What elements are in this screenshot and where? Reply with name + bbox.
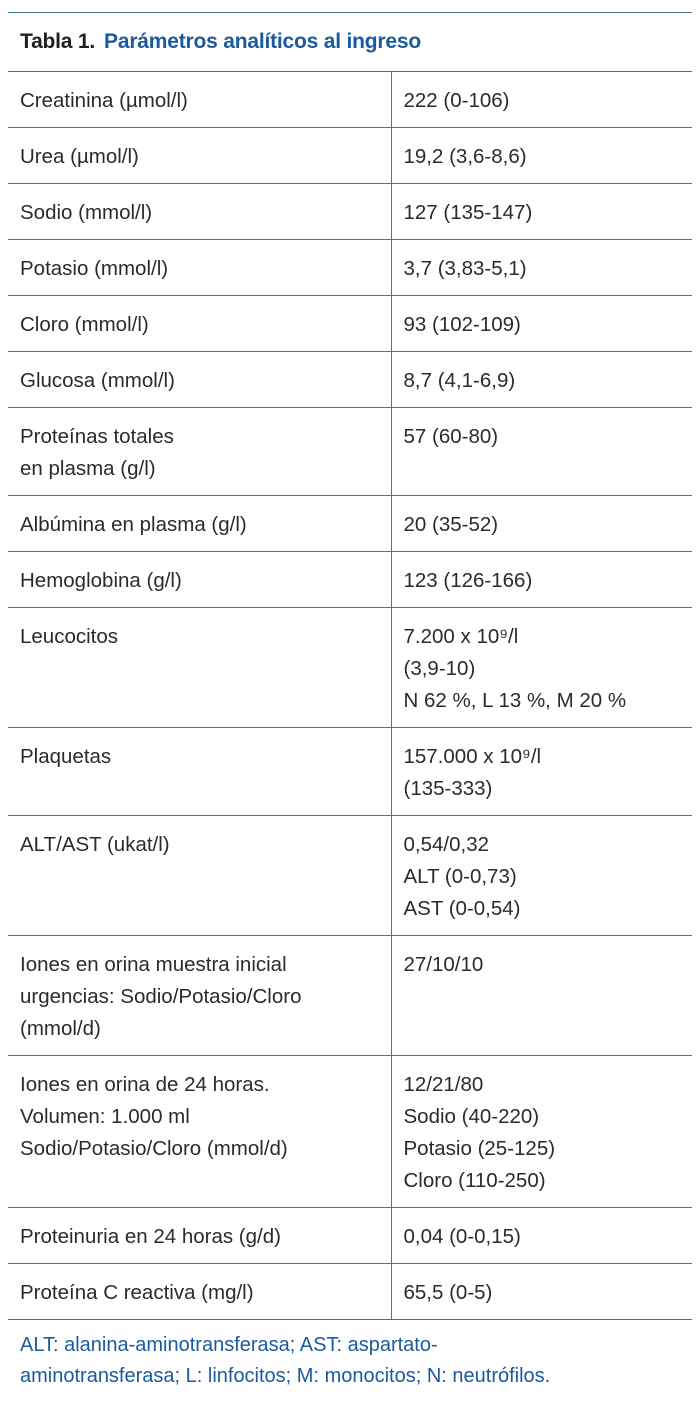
parameter-text: Potasio (mmol/l) bbox=[20, 257, 169, 280]
parameter-text: Glucosa (mmol/l) bbox=[20, 369, 175, 392]
value-text: 65,5 (0-5) bbox=[403, 1281, 493, 1304]
caption-title: Parámetros analíticos al ingreso bbox=[104, 30, 421, 53]
footnote-line: ALT: alanina-aminotransferasa; AST: aspartato- bbox=[20, 1334, 438, 1356]
table-footnote bbox=[8, 1320, 692, 1392]
value-text: 7.200 x 10⁹/l bbox=[403, 625, 519, 648]
value-text: 123 (126-166) bbox=[403, 569, 533, 592]
parameter-cell bbox=[8, 1264, 391, 1320]
parameter-cell bbox=[8, 936, 391, 1056]
parameter-text: Iones en orina muestra inicial bbox=[20, 953, 287, 976]
value-cell bbox=[391, 816, 692, 936]
parameter-text: Cloro (mmol/l) bbox=[20, 313, 149, 336]
parameter-text: Proteína C reactiva (mg/l) bbox=[20, 1281, 254, 1304]
value-text: 8,7 (4,1-6,9) bbox=[403, 369, 516, 392]
parameter-cell bbox=[8, 552, 391, 608]
parameter-text: Plaquetas bbox=[20, 745, 112, 768]
parameter-text: Leucocitos bbox=[20, 625, 119, 648]
table-row bbox=[8, 1208, 692, 1264]
value-text: Cloro (110-250) bbox=[403, 1169, 546, 1192]
value-cell bbox=[391, 552, 692, 608]
parameter-text: urgencias: Sodio/Potasio/Cloro bbox=[20, 985, 302, 1008]
footnote-line: aminotransferasa; L: linfocitos; M: monocitos; N: neutrófilos. bbox=[20, 1365, 551, 1387]
value-text: 93 (102-109) bbox=[403, 313, 521, 336]
parameter-text: (mmol/d) bbox=[20, 1017, 101, 1040]
value-cell bbox=[391, 608, 692, 728]
value-text: 3,7 (3,83-5,1) bbox=[403, 257, 527, 280]
table-row bbox=[8, 296, 692, 352]
value-cell bbox=[391, 728, 692, 816]
parameter-text: Iones en orina de 24 horas. bbox=[20, 1073, 270, 1096]
value-text: Sodio (40-220) bbox=[403, 1105, 540, 1128]
parameter-text: Sodio/Potasio/Cloro (mmol/d) bbox=[20, 1137, 288, 1160]
table-row bbox=[8, 352, 692, 408]
value-text: 0,04 (0-0,15) bbox=[403, 1225, 521, 1248]
parameters-table bbox=[8, 72, 692, 1320]
parameter-cell bbox=[8, 296, 391, 352]
parameter-cell bbox=[8, 184, 391, 240]
parameter-cell bbox=[8, 128, 391, 184]
value-cell bbox=[391, 296, 692, 352]
value-text: 0,54/0,32 bbox=[403, 833, 489, 856]
value-cell bbox=[391, 72, 692, 128]
table-row bbox=[8, 72, 692, 128]
parameter-cell bbox=[8, 408, 391, 496]
value-text: 127 (135-147) bbox=[403, 201, 533, 224]
value-cell bbox=[391, 1264, 692, 1320]
value-cell bbox=[391, 408, 692, 496]
table-row bbox=[8, 816, 692, 936]
value-cell bbox=[391, 936, 692, 1056]
table-row bbox=[8, 608, 692, 728]
table-figure bbox=[8, 12, 692, 1392]
parameter-cell bbox=[8, 352, 391, 408]
parameter-text: Hemoglobina (g/l) bbox=[20, 569, 182, 592]
parameter-cell bbox=[8, 1208, 391, 1264]
parameter-text: Sodio (mmol/l) bbox=[20, 201, 153, 224]
table-row bbox=[8, 128, 692, 184]
caption-label: Tabla 1. bbox=[20, 30, 96, 53]
value-cell bbox=[391, 496, 692, 552]
value-cell bbox=[391, 1056, 692, 1208]
parameter-text: Urea (µmol/l) bbox=[20, 145, 139, 168]
value-cell bbox=[391, 184, 692, 240]
table-row bbox=[8, 1056, 692, 1208]
table-body bbox=[8, 72, 692, 1320]
value-cell bbox=[391, 128, 692, 184]
table-row bbox=[8, 496, 692, 552]
table-row bbox=[8, 936, 692, 1056]
value-text: (3,9-10) bbox=[403, 657, 476, 680]
parameter-cell bbox=[8, 816, 391, 936]
value-text: 222 (0-106) bbox=[403, 89, 510, 112]
parameter-text: ALT/AST (ukat/l) bbox=[20, 833, 170, 856]
parameter-text: Albúmina en plasma (g/l) bbox=[20, 513, 247, 536]
parameter-text: en plasma (g/l) bbox=[20, 457, 156, 480]
value-text: 20 (35-52) bbox=[403, 513, 499, 536]
value-text: ALT (0-0,73) bbox=[403, 865, 517, 888]
value-text: 12/21/80 bbox=[403, 1073, 484, 1096]
value-text: 57 (60-80) bbox=[403, 425, 499, 448]
table-row bbox=[8, 728, 692, 816]
value-cell bbox=[391, 1208, 692, 1264]
value-text: 19,2 (3,6-8,6) bbox=[403, 145, 527, 168]
table-row bbox=[8, 552, 692, 608]
parameter-text: Proteínas totales bbox=[20, 425, 174, 448]
table-caption bbox=[8, 13, 692, 71]
value-text: 27/10/10 bbox=[403, 953, 484, 976]
parameter-cell bbox=[8, 1056, 391, 1208]
value-cell bbox=[391, 352, 692, 408]
parameter-cell bbox=[8, 608, 391, 728]
parameter-cell bbox=[8, 240, 391, 296]
parameter-text: Proteinuria en 24 horas (g/d) bbox=[20, 1225, 281, 1248]
value-cell bbox=[391, 240, 692, 296]
parameter-cell bbox=[8, 728, 391, 816]
parameter-text: Creatinina (µmol/l) bbox=[20, 89, 188, 112]
value-text: Potasio (25-125) bbox=[403, 1137, 556, 1160]
parameter-cell bbox=[8, 72, 391, 128]
value-text: N 62 %, L 13 %, M 20 % bbox=[403, 689, 627, 712]
value-text: 157.000 x 10⁹/l bbox=[403, 745, 542, 768]
parameter-text: Volumen: 1.000 ml bbox=[20, 1105, 190, 1128]
value-text: AST (0-0,54) bbox=[403, 897, 521, 920]
table-row bbox=[8, 1264, 692, 1320]
table-row bbox=[8, 240, 692, 296]
value-text: (135-333) bbox=[403, 777, 493, 800]
table-row bbox=[8, 184, 692, 240]
parameter-cell bbox=[8, 496, 391, 552]
table-row bbox=[8, 408, 692, 496]
